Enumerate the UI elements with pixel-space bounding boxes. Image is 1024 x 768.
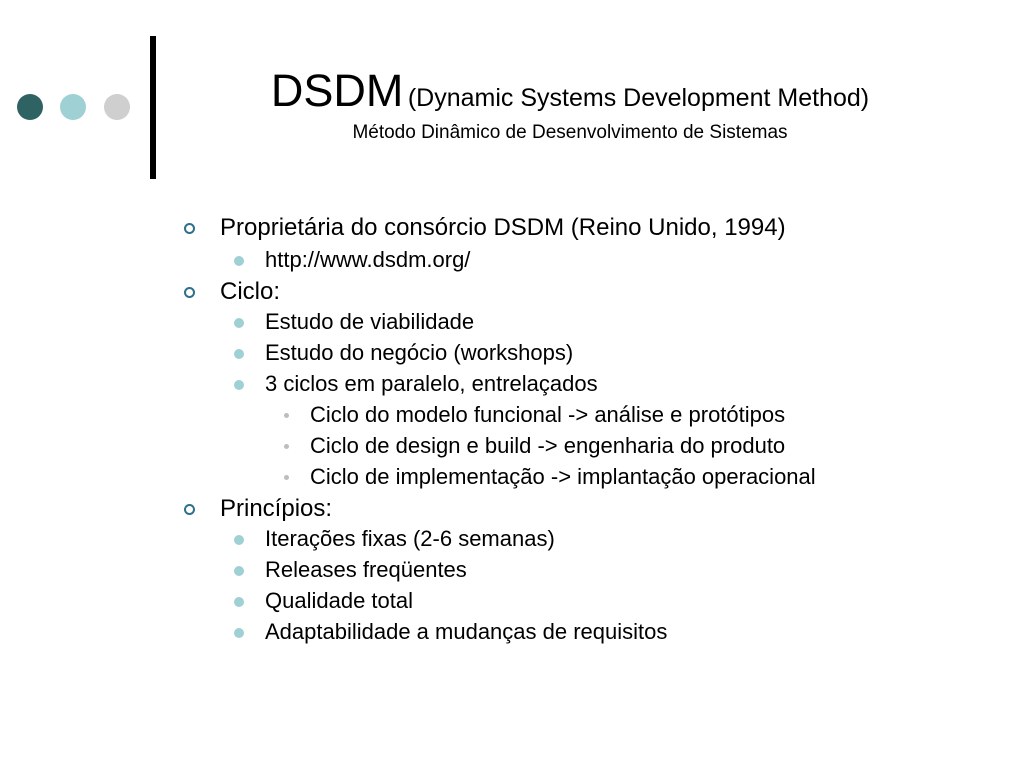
disc-bullet-icon (234, 535, 244, 545)
light-teal-dot-icon (60, 94, 86, 120)
bullet-item-level-2: Estudo do negócio (workshops) (265, 340, 574, 365)
ring-bullet-icon (184, 287, 195, 298)
slide-title-expansion: (Dynamic Systems Development Method) (407, 84, 870, 112)
disc-bullet-icon (234, 628, 244, 638)
bullet-item-level-2: Releases freqüentes (265, 557, 467, 582)
slide-subtitle: Método Dinâmico de Desenvolvimento de Sistemas (352, 122, 788, 143)
bullet-item-level-1: Proprietária do consórcio DSDM (Reino Unido, 1994) (220, 214, 786, 241)
title-line (160, 65, 980, 116)
bullet-item-level-2: Adaptabilidade a mudanças de requisitos (265, 619, 668, 644)
bullet-item-level-2: Estudo de viabilidade (265, 309, 475, 334)
bullet-item-level-2: http://www.dsdm.org/ (265, 247, 471, 272)
disc-bullet-icon (234, 380, 244, 390)
dark-teal-dot-icon (17, 94, 43, 120)
slide-title: DSDM (270, 65, 404, 116)
disc-bullet-icon (234, 597, 244, 607)
gray-dot-icon (104, 94, 130, 120)
small-dot-bullet-icon (284, 475, 289, 480)
disc-bullet-icon (234, 566, 244, 576)
bullet-item-level-3: Ciclo de design e build -> engenharia do produto (310, 433, 786, 458)
small-dot-bullet-icon (284, 413, 289, 418)
bullet-item-level-1: Ciclo: (220, 278, 281, 305)
title-block (160, 65, 980, 144)
bullet-item-level-1: Princípios: (220, 495, 333, 522)
bullet-item-level-2: Qualidade total (265, 588, 413, 613)
bullet-item-level-3: Ciclo do modelo funcional -> análise e protótipos (310, 402, 786, 427)
ring-bullet-icon (184, 223, 195, 234)
disc-bullet-icon (234, 318, 244, 328)
ring-bullet-icon (184, 504, 195, 515)
bullet-item-level-2: Iterações fixas (2-6 semanas) (265, 526, 555, 551)
disc-bullet-icon (234, 256, 244, 266)
small-dot-bullet-icon (284, 444, 289, 449)
bullet-item-level-3: Ciclo de implementação -> implantação operacional (310, 464, 816, 489)
disc-bullet-icon (234, 349, 244, 359)
bullet-item-level-2: 3 ciclos em paralelo, entrelaçados (265, 371, 598, 396)
title-divider (150, 36, 156, 179)
